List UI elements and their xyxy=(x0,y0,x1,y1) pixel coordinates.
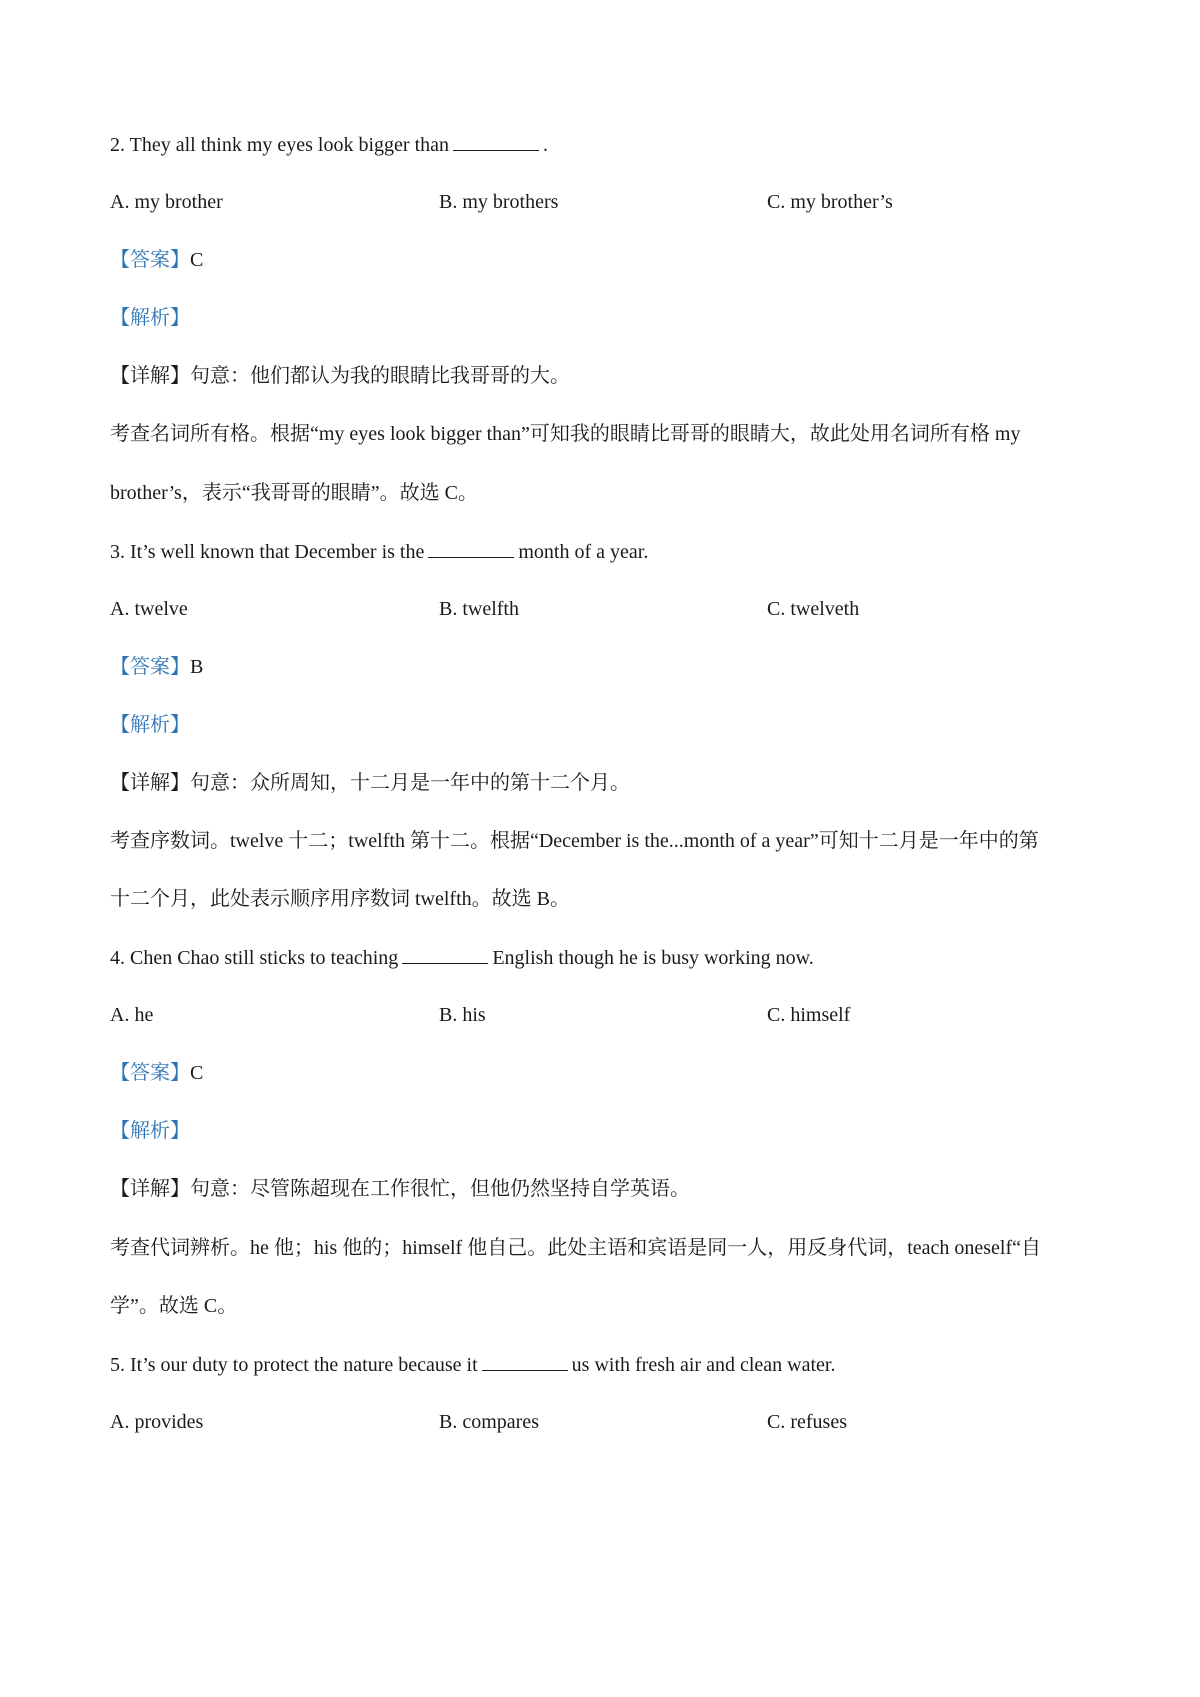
question-2-answer xyxy=(110,246,1100,274)
question-stem-text: 5. It’s our duty to protect the nature because it xyxy=(110,1354,478,1376)
question-stem-text: month of a year. xyxy=(518,541,649,563)
option-c: C. my brother’s xyxy=(767,191,893,213)
answer-value: C xyxy=(190,1062,204,1084)
option-a: A. provides xyxy=(110,1411,204,1433)
question-2-stem xyxy=(110,130,1100,159)
question-2-explanation-line-1: 考查名词所有格。根据“my eyes look bigger than”可知我的眼睛比哥哥的眼睛大，故此处用名词所有格 my xyxy=(110,423,1021,445)
question-stem-text: us with fresh air and clean water. xyxy=(571,1354,836,1376)
answer-label: 【答案】 xyxy=(110,249,190,271)
question-4-analysis xyxy=(110,1117,1100,1145)
option-b: B. compares xyxy=(439,1411,539,1433)
question-3-options xyxy=(110,595,1100,623)
question-4-stem xyxy=(110,943,1100,972)
detail-label: 【详解】 xyxy=(110,772,190,794)
answer-label: 【答案】 xyxy=(110,1062,190,1084)
question-4-options xyxy=(110,1001,1100,1029)
question-3-analysis xyxy=(110,711,1100,739)
answer-blank xyxy=(428,537,514,558)
question-2-analysis xyxy=(110,304,1100,332)
question-3-detail xyxy=(110,769,1100,797)
option-c: C. himself xyxy=(767,1004,851,1026)
question-stem-text: English though he is busy working now. xyxy=(492,947,814,969)
answer-blank xyxy=(402,943,488,964)
detail-label: 【详解】 xyxy=(110,365,190,387)
detail-text: 句意：尽管陈超现在工作很忙，但他仍然坚持自学英语。 xyxy=(190,1178,690,1200)
answer-label: 【答案】 xyxy=(110,656,190,678)
question-stem-text: . xyxy=(543,134,549,156)
question-3-answer xyxy=(110,653,1100,681)
question-5-options xyxy=(110,1408,1100,1436)
option-c: C. refuses xyxy=(767,1411,847,1433)
question-5-stem xyxy=(110,1350,1100,1379)
option-c: C. twelveth xyxy=(767,598,860,620)
question-4-explanation-line-1: 考查代词辨析。he 他；his 他的；himself 他自己。此处主语和宾语是同一人，用反身代词，teach oneself“自 xyxy=(110,1237,1042,1259)
question-4-explanation-line-2: 学”。故选 C。 xyxy=(110,1295,238,1317)
option-a: A. my brother xyxy=(110,191,223,213)
question-3-explanation-line-1: 考查序数词。twelve 十二；twelfth 第十二。根据“December is the...month of a year”可知十二月是一年中的第 xyxy=(110,830,1039,852)
question-2-detail xyxy=(110,362,1100,390)
question-3-stem xyxy=(110,537,1100,566)
option-a: A. twelve xyxy=(110,598,188,620)
option-a: A. he xyxy=(110,1004,154,1026)
question-4-answer xyxy=(110,1059,1100,1087)
question-stem-text: 4. Chen Chao still sticks to teaching xyxy=(110,947,399,969)
detail-text: 句意：众所周知，十二月是一年中的第十二个月。 xyxy=(190,772,630,794)
answer-blank xyxy=(482,1350,568,1371)
question-stem-text: 3. It’s well known that December is the xyxy=(110,541,425,563)
answer-value: B xyxy=(190,656,204,678)
option-b: B. his xyxy=(439,1004,486,1026)
question-2-explanation-line-2: brother’s，表示“我哥哥的眼睛”。故选 C。 xyxy=(110,482,478,504)
question-stem-text: 2. They all think my eyes look bigger than xyxy=(110,134,450,156)
question-2-options xyxy=(110,188,1100,216)
option-b: B. my brothers xyxy=(439,191,559,213)
detail-text: 句意：他们都认为我的眼睛比我哥哥的大。 xyxy=(190,365,570,387)
question-4-detail xyxy=(110,1175,1100,1203)
option-b: B. twelfth xyxy=(439,598,519,620)
detail-label: 【详解】 xyxy=(110,1178,190,1200)
analysis-label: 【解析】 xyxy=(110,714,190,736)
analysis-label: 【解析】 xyxy=(110,307,190,329)
analysis-label: 【解析】 xyxy=(110,1120,190,1142)
answer-value: C xyxy=(190,249,204,271)
question-3-explanation-line-2: 十二个月，此处表示顺序用序数词 twelfth。故选 B。 xyxy=(110,888,570,910)
answer-blank xyxy=(453,130,539,151)
